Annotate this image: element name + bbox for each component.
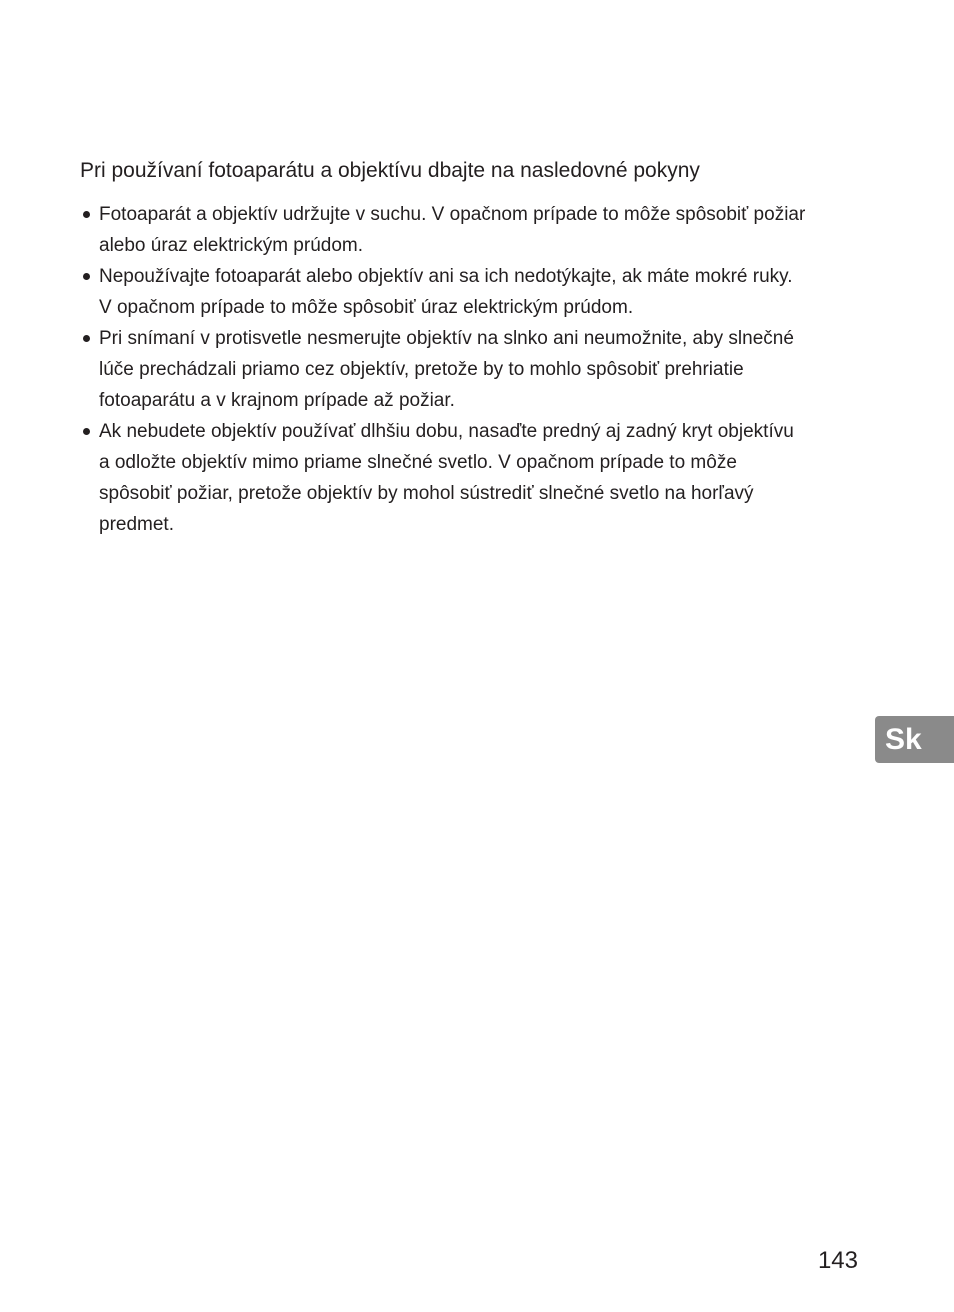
bullet-text-line: Pri snímaní v protisvetle nesmerujte objektív na slnko ani neumožnite, aby slnečné: [99, 328, 794, 349]
bullet-text-line: spôsobiť požiar, pretože objektív by mohol sústrediť slnečné svetlo na horľavý: [99, 483, 754, 504]
bullet-dot-icon: [83, 273, 90, 280]
page-number: 143: [817, 1247, 858, 1274]
language-tab: Sk: [875, 716, 954, 763]
bullet-text-line: V opačnom prípade to môže spôsobiť úraz elektrickým prúdom.: [99, 297, 634, 318]
bullet-item: [80, 323, 870, 416]
bullet-dot-icon: [83, 335, 90, 342]
bullet-dot-icon: [83, 428, 90, 435]
bullet-text-line: Nepoužívajte fotoaparát alebo objektív ani sa ich nedotýkajte, ak máte mokré ruky.: [99, 266, 793, 287]
bullet-text-line: Ak nebudete objektív používať dlhšiu dobu, nasaďte predný aj zadný kryt objektívu: [99, 421, 794, 442]
bullet-item: [80, 199, 870, 261]
bullet-dot-icon: [83, 211, 90, 218]
bullet-text-line: predmet.: [99, 514, 174, 535]
bullet-item: [80, 416, 870, 540]
bullet-text-line: alebo úraz elektrickým prúdom.: [99, 235, 363, 256]
bullet-text-line: lúče prechádzali priamo cez objektív, pretože by to mohlo spôsobiť prehriatie: [99, 359, 744, 380]
bullet-text-line: a odložte objektív mimo priame slnečné svetlo. V opačnom prípade to môže: [99, 452, 737, 473]
bullet-text-line: fotoaparátu a v krajnom prípade až požiar.: [99, 390, 455, 411]
bullet-text-line: Fotoaparát a objektív udržujte v suchu. V opačnom prípade to môže spôsobiť požiar: [99, 204, 806, 225]
section-heading: Pri používaní fotoaparátu a objektívu dbajte na nasledovné pokyny: [80, 159, 700, 182]
bullet-list: [80, 199, 870, 540]
bullet-item: [80, 261, 870, 323]
